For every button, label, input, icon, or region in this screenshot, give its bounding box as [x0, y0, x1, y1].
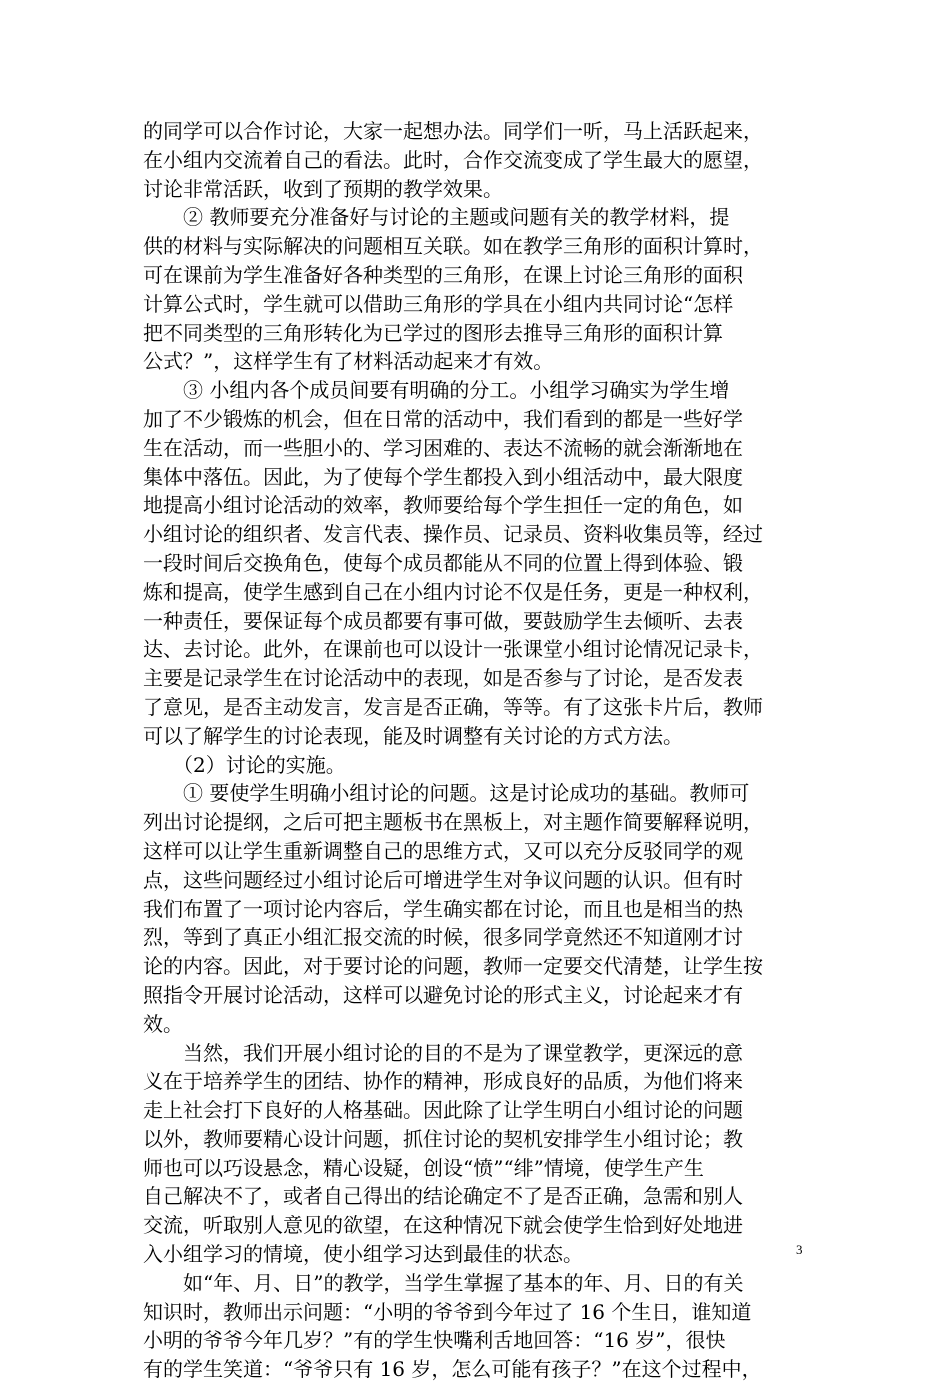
text-line: 列出讨论提纲，之后可把主题板书在黑板上，对主题作简要解释说明， — [143, 810, 763, 835]
text-line: ① 要使学生明确小组讨论的问题。这是讨论成功的基础。教师可 — [143, 781, 750, 806]
page-number: 3 — [796, 1242, 803, 1257]
section-heading: （2）讨论的实施。 — [143, 752, 346, 777]
text-line: 如“年、月、日”的教学，当学生掌握了基本的年、月、日的有关 — [143, 1270, 744, 1295]
text-line: 烈，等到了真正小组汇报交流的时候，很多同学竟然还不知道刚才讨 — [143, 925, 743, 950]
text-line: 照指令开展讨论活动，这样可以避免讨论的形式主义，讨论起来才有 — [143, 982, 743, 1007]
text-line: 一种责任，要保证每个成员都要有事可做，要鼓励学生去倾听、去表 — [143, 608, 743, 633]
text-line: 生在活动，而一些胆小的、学习困难的、表达不流畅的就会渐渐地在 — [143, 435, 743, 460]
text-line: 点，这些问题经过小组讨论后可增进学生对争议问题的认识。但有时 — [143, 867, 743, 892]
text-line: 讨论非常活跃，收到了预期的教学效果。 — [143, 176, 503, 201]
text-line: 小明的爷爷今年几岁？”有的学生快嘴利舌地回答：“16 岁”，很快 — [143, 1328, 726, 1353]
text-line: 炼和提高，使学生感到自己在小组内讨论不仅是任务，更是一种权利， — [143, 579, 763, 604]
text-line: ③ 小组内各个成员间要有明确的分工。小组学习确实为学生增 — [143, 378, 730, 403]
text-line: 主要是记录学生在讨论活动中的表现，如是否参与了讨论，是否发表 — [143, 666, 743, 691]
text-line: 师也可以巧设悬念，精心设疑，创设“愤”“绯”情境，使学生产生 — [143, 1155, 704, 1180]
text-line: 可在课前为学生准备好各种类型的三角形，在课上讨论三角形的面积 — [143, 262, 743, 287]
text-line: 知识时，教师出示问题：“小明的爷爷到今年过了 16 个生日，谁知道 — [143, 1299, 752, 1324]
text-line: 小组讨论的组织者、发言代表、操作员、记录员、资料收集员等，经过 — [143, 522, 763, 547]
text-line: 交流，听取别人意见的欲望，在这种情况下就会使学生恰到好处地进 — [143, 1213, 743, 1238]
text-line: 了意见，是否主动发言，发言是否正确，等等。有了这张卡片后，教师 — [143, 694, 763, 719]
body-text — [143, 117, 815, 1384]
text-line: 可以了解学生的讨论表现，能及时调整有关讨论的方式方法。 — [143, 723, 683, 748]
text-line: 以外，教师要精心设计问题，抓住讨论的契机安排学生小组讨论；教 — [143, 1126, 743, 1151]
text-line: 地提高小组讨论活动的效率，教师要给每个学生担任一定的角色，如 — [143, 493, 743, 518]
text-line: 我们布置了一项讨论内容后，学生确实都在讨论，而且也是相当的热 — [143, 896, 743, 921]
text-line: 效。 — [143, 1011, 183, 1036]
text-line: 在小组内交流着自己的看法。此时，合作交流变成了学生最大的愿望， — [143, 147, 763, 172]
text-line: 供的材料与实际解决的问题相互关联。如在教学三角形的面积计算时， — [143, 234, 763, 259]
text-line: 公式？”，这样学生有了材料活动起来才有效。 — [143, 349, 554, 374]
text-line: 把不同类型的三角形转化为已学过的图形去推导三角形的面积计算 — [143, 320, 723, 345]
text-line: 集体中落伍。因此，为了使每个学生都投入到小组活动中，最大限度 — [143, 464, 743, 489]
text-line: 走上社会打下良好的人格基础。因此除了让学生明白小组讨论的问题 — [143, 1098, 743, 1123]
text-line: ② 教师要充分准备好与讨论的主题或问题有关的教学材料，提 — [143, 205, 730, 230]
text-line: 当然，我们开展小组讨论的目的不是为了课堂教学，更深远的意 — [143, 1040, 743, 1065]
text-line: 加了不少锻炼的机会，但在日常的活动中，我们看到的都是一些好学 — [143, 406, 743, 431]
text-line: 有的学生笑道：“爷爷只有 16 岁，怎么可能有孩子？”在这个过程中， — [143, 1357, 762, 1382]
text-line: 的同学可以合作讨论，大家一起想办法。同学们一听，马上活跃起来， — [143, 119, 763, 143]
text-line: 自己解决不了，或者自己得出的结论确定不了是否正确，急需和别人 — [143, 1184, 743, 1209]
text-line: 达、去讨论。此外，在课前也可以设计一张课堂小组讨论情况记录卡， — [143, 637, 763, 662]
text-line: 这样可以让学生重新调整自己的思维方式，又可以充分反驳同学的观 — [143, 838, 743, 863]
text-line: 入小组学习的情境，使小组学习达到最佳的状态。 — [143, 1242, 583, 1267]
text-line: 一段时间后交换角色，使每个成员都能从不同的位置上得到体验、锻 — [143, 550, 743, 575]
text-line: 义在于培养学生的团结、协作的精神，形成良好的品质，为他们将来 — [143, 1069, 743, 1094]
text-line: 计算公式时，学生就可以借助三角形的学具在小组内共同讨论“怎样 — [143, 291, 734, 316]
text-line: 论的内容。因此，对于要讨论的问题，教师一定要交代清楚，让学生按 — [143, 954, 763, 979]
